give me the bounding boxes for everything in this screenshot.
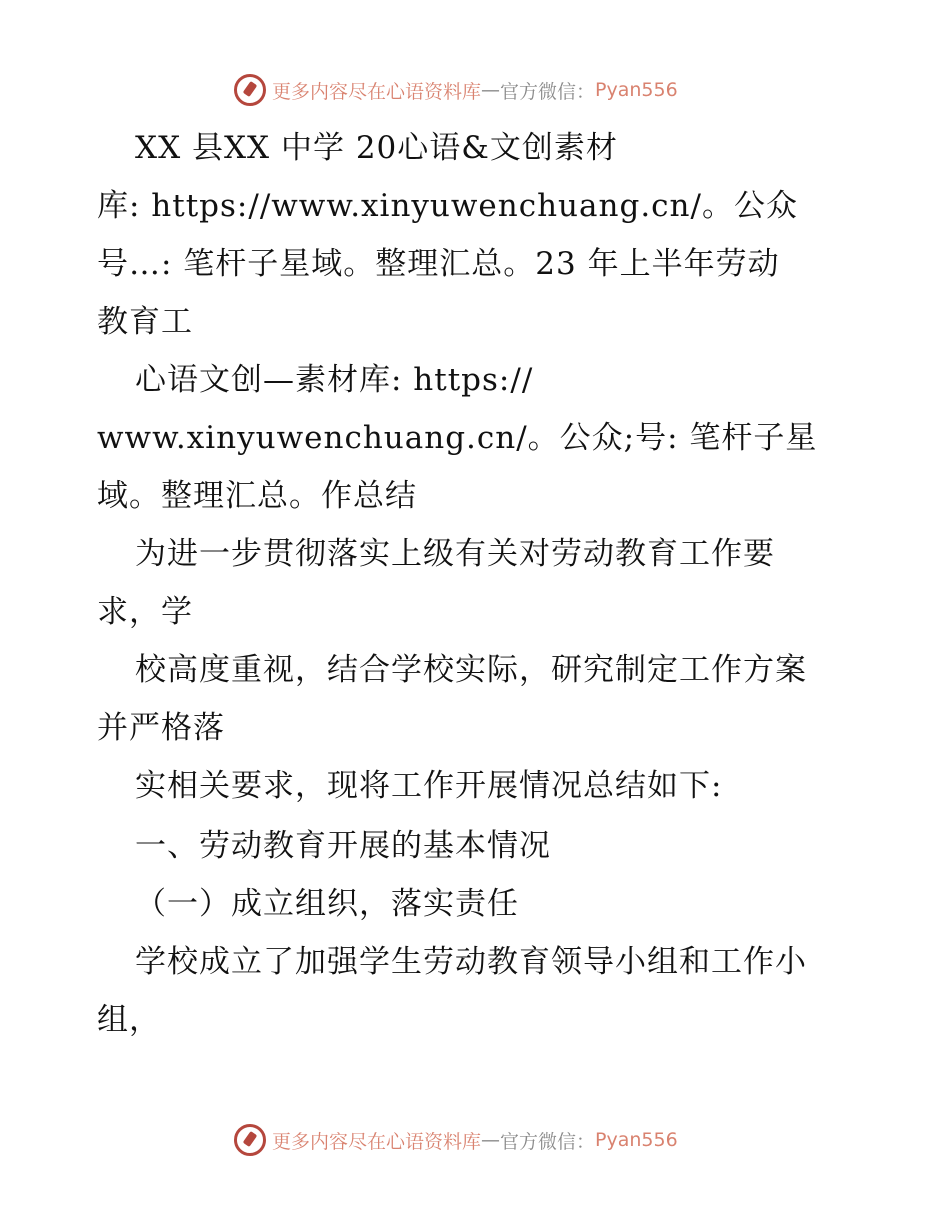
subsection-heading: （一）成立组织，落实责任 [135, 886, 519, 922]
watermark-wechat-label: 官方微信： [500, 1130, 596, 1153]
text-line: 并严格落 [97, 710, 225, 746]
watermark-dash: — [481, 79, 501, 101]
watermark-wechat-id: Pyan556 [595, 79, 678, 101]
text-line: XX 县XX 中学 20心语&文创素材 [135, 130, 618, 166]
watermark-dash: — [481, 1129, 501, 1151]
text-line: 实相关要求，现将工作开展情况总结如下: [135, 768, 723, 804]
text-line: 为进一步贯彻落实上级有关对劳动教育工作要 [135, 536, 775, 572]
pen-logo-icon [234, 1124, 266, 1156]
text-line: www.xinyuwenchuang.cn/。公众;号: 笔杆子星 [97, 420, 818, 456]
text-line: 库: https://www.xinyuwenchuang.cn/。公众 [97, 188, 798, 224]
header-watermark [234, 72, 678, 108]
pen-logo-icon [234, 74, 266, 106]
text-line: 号…: 笔杆子星域。整理汇总。23 年上半年劳动 [97, 246, 780, 282]
watermark-wechat-label: 官方微信： [500, 80, 596, 103]
text-line: 学校成立了加强学生劳动教育领导小组和工作小 [135, 944, 807, 980]
watermark-site-text: 更多内容尽在心语资料库 [272, 80, 482, 103]
section-heading: 一、劳动教育开展的基本情况 [135, 828, 551, 864]
text-line: 教育工 [97, 304, 193, 340]
text-line: 求，学 [97, 594, 193, 630]
text-line: 组， [97, 1002, 161, 1038]
footer-watermark [234, 1122, 678, 1158]
text-line: 校高度重视，结合学校实际，研究制定工作方案 [135, 652, 807, 688]
watermark-site-text: 更多内容尽在心语资料库 [272, 1130, 482, 1153]
watermark-wechat-id: Pyan556 [595, 1129, 678, 1151]
text-line: 域。整理汇总。作总结 [97, 478, 417, 514]
text-line: 心语文创—素材库: https:// [135, 362, 534, 398]
